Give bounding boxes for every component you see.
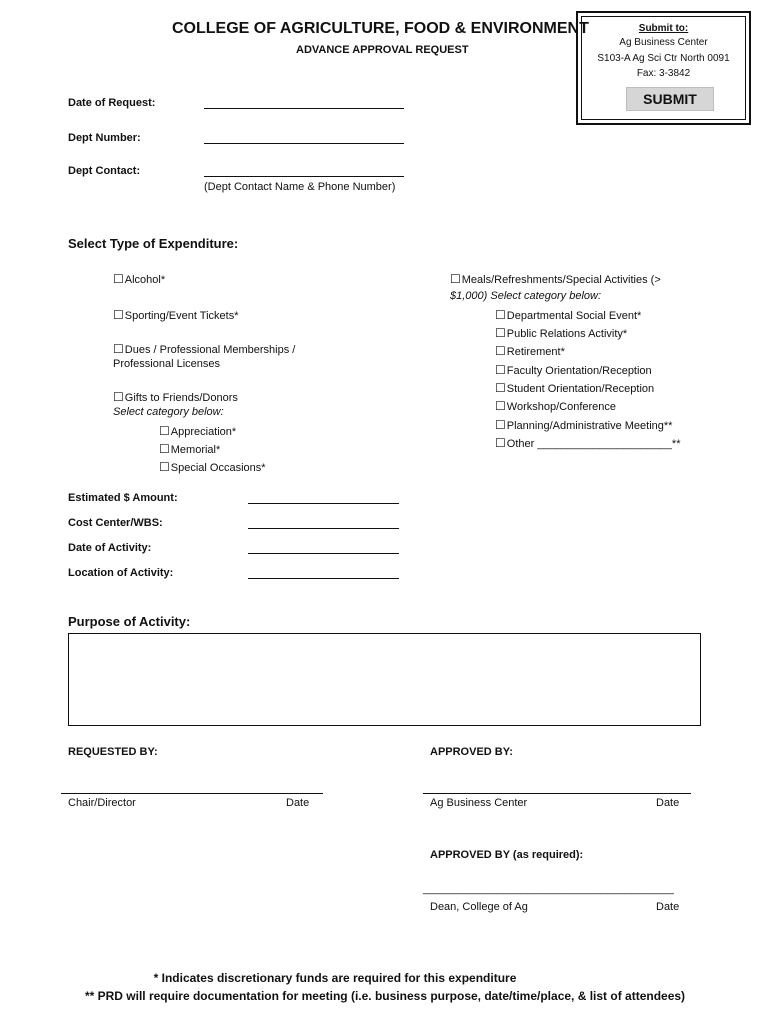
location-of-activity-field[interactable] [248, 578, 399, 579]
estimated-amount-label: Estimated $ Amount: [68, 492, 178, 504]
submit-button[interactable]: SUBMIT [626, 87, 714, 111]
dean-date-label: Date [656, 901, 680, 913]
chair-director-label: Chair/Director [68, 797, 136, 809]
cost-center-field[interactable] [248, 528, 399, 529]
cost-center-label: Cost Center/WBS: [68, 517, 163, 529]
footnote-discretionary: * Indicates discretionary funds are required for this expenditure [153, 971, 517, 985]
checkbox-workshop-conference[interactable]: ☐ Workshop/Conference [495, 399, 616, 413]
dept-contact-hint: (Dept Contact Name & Phone Number) [204, 181, 396, 193]
checkbox-sporting-event-tickets[interactable]: ☐ Sporting/Event Tickets* [113, 308, 239, 322]
checkbox-faculty-orientation[interactable]: ☐ Faculty Orientation/Reception [495, 363, 652, 377]
meals-select-category: $1,000) Select category below: [450, 290, 602, 302]
date-of-activity-label: Date of Activity: [68, 542, 152, 554]
checkbox-appreciation[interactable]: ☐ Appreciation* [159, 424, 236, 438]
date-of-activity-field[interactable] [248, 553, 399, 554]
checkbox-public-relations-activity[interactable]: ☐ Public Relations Activity* [495, 326, 627, 340]
purpose-heading: Purpose of Activity: [68, 614, 191, 629]
ag-business-date-label: Date [656, 797, 680, 809]
dept-contact-label: Dept Contact: [68, 165, 141, 177]
checkbox-other[interactable]: ☐ Other ______________________** [495, 436, 680, 450]
checkbox-gifts[interactable]: ☐ Gifts to Friends/Donors [113, 390, 238, 404]
checkbox-special-occasions[interactable]: ☐ Special Occasions* [159, 460, 266, 474]
date-of-request-field[interactable] [204, 108, 404, 109]
location-of-activity-label: Location of Activity: [68, 567, 174, 579]
checkbox-departmental-social-event[interactable]: ☐ Departmental Social Event* [495, 308, 641, 322]
checkbox-planning-admin-meeting[interactable]: ☐ Planning/Administrative Meeting** [495, 418, 672, 432]
dept-contact-field[interactable] [204, 176, 404, 177]
dept-number-label: Dept Number: [68, 132, 141, 144]
dues-line2: Professional Licenses [113, 358, 221, 370]
ag-business-signature-line[interactable] [423, 793, 691, 794]
dean-label: Dean, College of Ag [430, 901, 528, 913]
chair-date-label: Date [286, 797, 310, 809]
gifts-select-category: Select category below: [113, 406, 224, 418]
expenditure-heading: Select Type of Expenditure: [68, 236, 239, 251]
checkbox-memorial[interactable]: ☐ Memorial* [159, 442, 220, 456]
ag-business-center-label: Ag Business Center [430, 797, 528, 809]
checkbox-alcohol[interactable]: ☐ Alcohol* [113, 272, 165, 286]
submit-to-inner-border [581, 16, 746, 120]
form-subtitle: ADVANCE APPROVAL REQUEST [296, 44, 469, 56]
submit-to-box [576, 11, 751, 125]
dept-number-field[interactable] [204, 143, 404, 144]
approved-by-as-required-label: APPROVED BY (as required): [430, 849, 584, 861]
chair-signature-line[interactable] [61, 793, 323, 794]
submit-to-heading: Submit to: [638, 23, 689, 34]
requested-by-label: REQUESTED BY: [68, 746, 158, 758]
checkbox-dues-memberships[interactable]: ☐ Dues / Professional Memberships / [113, 342, 295, 356]
checkbox-retirement[interactable]: ☐ Retirement* [495, 344, 565, 358]
submit-to-address: S103-A Ag Sci Ctr North 0091 [597, 53, 730, 64]
dean-signature-line[interactable]: _________________________________________ [423, 883, 674, 895]
submit-to-office: Ag Business Center [619, 37, 708, 48]
approved-by-label: APPROVED BY: [430, 746, 513, 758]
date-of-request-label: Date of Request: [68, 97, 156, 109]
checkbox-meals-refreshments[interactable]: ☐ Meals/Refreshments/Special Activities (> [450, 272, 661, 286]
purpose-textarea[interactable] [68, 633, 701, 726]
submit-to-fax: Fax: 3-3842 [636, 68, 691, 79]
form-title: COLLEGE OF AGRICULTURE, FOOD & ENVIRONMENT [172, 20, 589, 37]
footnote-prd: ** PRD will require documentation for meeting (i.e. business purpose, date/time/place, & list of attendees) [84, 989, 686, 1003]
checkbox-student-orientation[interactable]: ☐ Student Orientation/Reception [495, 381, 654, 395]
estimated-amount-field[interactable] [248, 503, 399, 504]
